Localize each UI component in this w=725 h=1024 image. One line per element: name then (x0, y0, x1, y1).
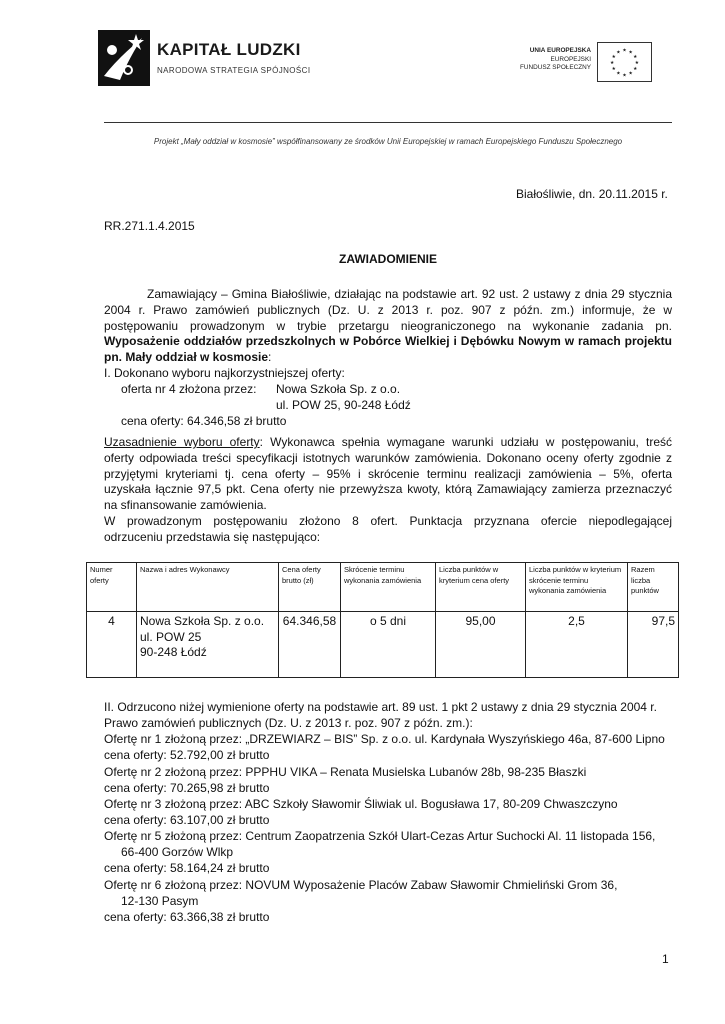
intro-colon: : (268, 350, 272, 364)
justification-first: : Wykonawca spełnia wymagane warunki udziału w postępowaniu, treść (259, 435, 673, 449)
header-total: Razem liczba punktów (628, 563, 679, 612)
intro-line-3: postępowaniu prowadzonym w trybie przetargu nieograniczonego na wykonanie zadania pn. (104, 319, 672, 333)
header-points-term: Liczba punktów w kryterium skrócenie terminu wykonania zamówienia (526, 563, 628, 612)
cell-contractor (137, 612, 279, 678)
header-number: Numer oferty (87, 563, 137, 612)
svg-text:★: ★ (622, 48, 627, 54)
header-price: Cena oferty brutto (zł) (279, 563, 341, 612)
intro-line-5 (104, 350, 271, 366)
rejected-offer-5: Ofertę nr 5 złożoną przez: Centrum Zaopatrzenia Szkół Ulart-Cezas Artur Suchocki Al. 11 listopada 156, (104, 829, 656, 843)
header-points-price: Liczba punktów w kryterium cena oferty (436, 563, 526, 612)
rejected-offer-3: Ofertę nr 3 złożoną przez: ABC Szkoły Sławomir Śliwiak ul. Bogusława 17, 80-209 Chwaszczyno (104, 797, 618, 811)
rejected-price-6: cena oferty: 63.366,38 zł brutto (104, 910, 270, 924)
rejected-offer-2: Ofertę nr 2 złożoną przez: PPPHU VIKA – Renata Musielska Lubanów 28b, 98-235 Błaszki (104, 765, 587, 779)
justification-line-3: przyjętymi kryteriami tj. cena oferty – 95% i skrócenie terminu realizacji zamówienia – 5%, oferta (104, 467, 672, 481)
eu-flag-icon (597, 42, 652, 82)
svg-text:★: ★ (616, 50, 621, 56)
rejected-price-3: cena oferty: 63.107,00 zł brutto (104, 813, 270, 827)
eu-line-2: EUROPEJSKI (550, 55, 591, 63)
justification-line-1 (104, 435, 672, 451)
header-term: Skrócenie terminu wykonania zamówienia (341, 563, 436, 612)
project-line: Projekt „Mały oddział w kosmosie” współfinansowany ze środków Unii Europejskiej w ramach Europejskiego Funduszu Społecznego (153, 137, 623, 146)
cell-number: 4 (87, 612, 137, 678)
svg-text:★: ★ (633, 54, 638, 60)
project-name: pn. Mały oddział w kosmosie (104, 350, 269, 364)
header-divider (104, 122, 672, 123)
place-date: Białośliwie, dn. 20.11.2015 r. (516, 187, 668, 201)
justification-line-2: oferty odpowiada treści specyfikacji istotnych warunków zamówienia. Dokonano oceny oferty zgodnie z (104, 451, 672, 465)
svg-text:★: ★ (628, 50, 633, 56)
svg-text:★: ★ (634, 60, 639, 66)
cell-price: 64.346,58 (279, 612, 341, 678)
justification-line-5: na sfinansowanie zamówienia. (104, 498, 267, 512)
rejected-price-5: cena oferty: 58.164,24 zł brutto (104, 861, 270, 875)
svg-text:★: ★ (616, 71, 621, 77)
rejected-offer-6: Ofertę nr 6 złożoną przez: NOVUM Wyposażenie Placów Zabaw Sławomir Chmieliński Grom 36, (104, 878, 618, 892)
logo-title: KAPITAŁ LUDZKI (157, 40, 301, 59)
rejected-cont-5: 66-400 Gorzów Wlkp (121, 845, 234, 859)
eu-line-3: FUNDUSZ SPOŁECZNY (519, 64, 591, 71)
cell-points-price: 95,00 (436, 612, 526, 678)
contractor-line-2: ul. POW 25 (140, 629, 202, 644)
cell-term: o 5 dni (341, 612, 436, 678)
rejected-intro-1: II. Odrzucono niżej wymienione oferty na podstawie art. 89 ust. 1 pkt 2 ustawy z dnia 29 stycznia 2004 r. (104, 700, 657, 714)
contractor-line-3: 90-248 Łódź (140, 645, 207, 660)
offer-price: cena oferty: 64.346,58 zł brutto (121, 414, 287, 428)
svg-text:★: ★ (611, 66, 616, 72)
section-1-title: I. Dokonano wyboru najkorzystniejszej oferty: (104, 366, 345, 380)
page-number: 1 (662, 952, 669, 966)
cell-points-term: 2,5 (526, 612, 628, 678)
intro-line-2: 2004 r. Prawo zamówień publicznych (Dz. U. z 2013 r. poz. 907 z późn. zm.) informuje, że w (104, 303, 672, 317)
offer-name: Nowa Szkoła Sp. z o.o. (276, 382, 401, 396)
rejected-price-2: cena oferty: 70.265,98 zł brutto (104, 781, 270, 795)
intro-line-1: Zamawiający – Gmina Białośliwie, działając na podstawie art. 92 ust. 2 ustawy z dnia 29 stycznia (147, 287, 672, 301)
cell-total: 97,5 (628, 612, 679, 678)
svg-text:★: ★ (611, 54, 616, 60)
table-header-row (87, 563, 679, 612)
rejected-price-1: cena oferty: 52.792,00 zł brutto (104, 748, 270, 762)
document-title: ZAWIADOMIENIE (339, 252, 437, 266)
kapital-ludzki-logo-icon (98, 30, 150, 86)
svg-text:★: ★ (622, 73, 627, 79)
offers-count-line: W prowadzonym postępowaniu złożono 8 ofert. Punktacja przyznana ofercie niepodlegającej (104, 514, 672, 528)
rejected-offer-1: Ofertę nr 1 złożoną przez: „DRZEWIARZ – BIS” Sp. z o.o. ul. Kardynała Wyszyńskiego 46a, 87-600 Lipno (104, 732, 665, 746)
rejected-cont-6: 12-130 Pasym (121, 894, 199, 908)
eu-label (505, 47, 591, 73)
offers-count-last: odrzuceniu przedstawia się następująco: (104, 530, 321, 544)
svg-text:★: ★ (628, 71, 633, 77)
intro-line-4: Wyposażenie oddziałów przedszkolnych w Pobórce Wielkiej i Dębówku Nowym w ramach projektu (104, 334, 672, 348)
logo-subtitle: NARODOWA STRATEGIA SPÓJNOŚCI (157, 66, 311, 75)
justification-label: Uzasadnienie wyboru oferty (104, 435, 260, 449)
reference-number: RR.271.1.4.2015 (104, 219, 195, 233)
header-contractor: Nazwa i adres Wykonawcy (137, 563, 279, 612)
rejected-intro-2: Prawo zamówień publicznych (Dz. U. z 2013 r. poz. 907 z późn. zm.): (104, 716, 473, 730)
scores-table (86, 562, 679, 678)
svg-text:★: ★ (633, 66, 638, 72)
svg-text:★: ★ (610, 60, 615, 66)
eu-line-1: UNIA EUROPEJSKA (529, 47, 591, 54)
offer-label: oferta nr 4 złożona przez: (121, 382, 257, 396)
contractor-line-1: Nowa Szkoła Sp. z o.o. (140, 614, 265, 628)
offer-address: ul. POW 25, 90-248 Łódź (276, 398, 411, 412)
justification-line-4: uzyskała łącznie 97,5 pkt. Cena oferty nie przewyższa kwoty, którą Zamawiający zamierza przeznaczyć (104, 482, 672, 496)
table-row (87, 612, 679, 678)
